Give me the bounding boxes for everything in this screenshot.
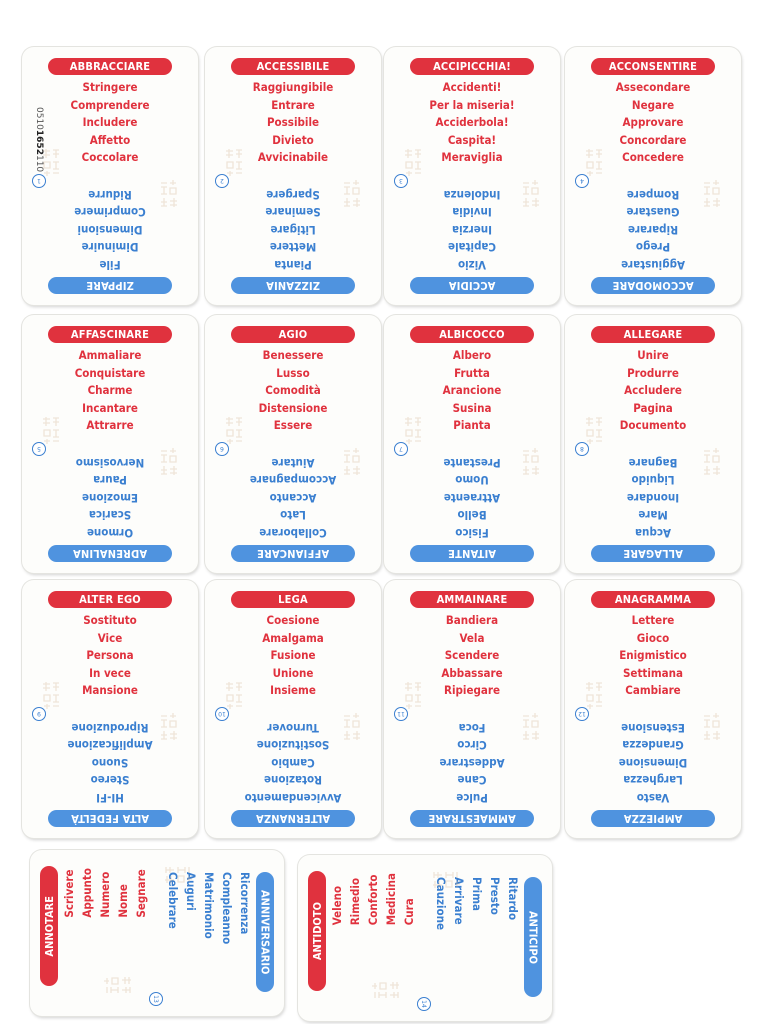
seal-watermark-icon — [371, 979, 401, 1001]
card-number-circle: 12 — [575, 707, 589, 721]
card-top-word: Comodità — [265, 383, 321, 398]
card-top-word-list — [62, 868, 152, 918]
card-top-title: ANAGRAMMA — [591, 591, 715, 608]
card-top-word: Fusione — [270, 648, 316, 663]
card-top-word: Scrivere — [62, 869, 76, 918]
card-top-word: Frutta — [454, 365, 490, 380]
seal-watermark-icon — [158, 712, 180, 742]
card-top-word: Cura — [402, 898, 416, 926]
card-top-word: Approvare — [622, 115, 684, 130]
card-number-circle: 8 — [575, 442, 589, 456]
card-bottom-word: Capitale — [448, 240, 497, 255]
card-bottom-title: ZIPPARE — [48, 277, 172, 294]
seal-watermark-icon — [701, 179, 723, 209]
word-card — [22, 580, 198, 838]
card-top-word: Segnare — [134, 869, 148, 918]
card-top-word: Ammaliare — [78, 348, 142, 362]
card-top-word: Unione — [272, 665, 314, 680]
card-top-word: Medicina — [384, 873, 398, 926]
word-card — [22, 315, 198, 573]
card-bottom-word: Vizio — [457, 258, 487, 272]
card-number-circle: 6 — [215, 442, 229, 456]
seal-watermark-icon — [341, 447, 363, 477]
card-top-word: Mansione — [82, 683, 138, 698]
seal-watermark-icon — [40, 680, 62, 710]
card-bottom-word: Circo — [457, 738, 487, 753]
card-bottom-title: AMPIEZZA — [591, 810, 715, 827]
card-bottom-word: Invidia — [452, 205, 492, 220]
card-bottom-word: Addestrare — [439, 755, 505, 770]
serial-suffix: 110 — [34, 154, 44, 173]
card-bottom-word: Estensione — [621, 720, 685, 735]
card-bottom-title — [524, 877, 542, 997]
card-top-word: Enigmistico — [619, 648, 687, 663]
seal-watermark-icon — [158, 179, 180, 209]
card-bottom-word: Larghezza — [623, 773, 683, 788]
card-top-word: Pianta — [453, 418, 491, 433]
card-top-title-text: ANTIDOTO — [310, 901, 324, 961]
card-bottom-title: AITANTE — [410, 545, 534, 562]
seal-watermark-icon — [158, 447, 180, 477]
card-number-circle: 13 — [149, 992, 163, 1006]
card-bottom-word: Scarica — [88, 508, 132, 523]
word-card — [384, 47, 560, 305]
serial-prefix: 0510 — [34, 107, 44, 130]
card-top-word: Conquistare — [74, 365, 146, 380]
card-bottom-word: Accompagnare — [249, 473, 337, 488]
card-top-word: Cambiare — [625, 683, 681, 698]
card-top-word: In vece — [89, 665, 131, 680]
card-bottom-word: Auguri — [184, 872, 198, 911]
card-bottom-title: ACCOMODARE — [591, 277, 715, 294]
card-bottom-word: Rompere — [626, 187, 680, 202]
card-bottom-word: Inondare — [626, 490, 680, 505]
card-bottom-title-text: ANNIVERSARIO — [258, 889, 272, 975]
seal-watermark-icon — [701, 712, 723, 742]
card-top-word: Attrarre — [86, 418, 134, 433]
card-top-word: Coesione — [266, 613, 320, 627]
card-top-word: Numero — [98, 871, 112, 918]
card-top-word: Charme — [87, 383, 133, 398]
card-top-word: Nome — [116, 884, 130, 918]
card-bottom-word: Sostituzione — [256, 738, 330, 753]
card-bottom-word: Pulce — [456, 791, 488, 805]
card-bottom-word: Celebrare — [166, 872, 180, 929]
card-bottom-word: Foca — [458, 720, 486, 735]
card-top-title — [308, 871, 326, 991]
card-top-word: Accludere — [624, 383, 682, 398]
card-top-word: Abbassare — [441, 665, 503, 680]
card-top-word: Rimedio — [348, 877, 362, 926]
card-bottom-word: Rotazione — [263, 773, 323, 788]
word-card — [205, 47, 381, 305]
card-bottom-word: Guastare — [626, 205, 680, 220]
card-top-word: Affetto — [89, 132, 131, 147]
card-top-word: Settimana — [622, 665, 683, 680]
card-bottom-word: Riproduzione — [71, 720, 149, 735]
card-bottom-word: Pianta — [274, 258, 312, 272]
card-top-title: ACCIPICCHIA! — [410, 58, 534, 75]
card-top-word: Conforto — [366, 874, 380, 926]
card-top-word: Benessere — [262, 348, 324, 362]
card-number-circle: 9 — [32, 707, 46, 721]
card-bottom-word: Mettere — [269, 240, 317, 255]
card-bottom-word: Aggiustare — [621, 258, 685, 272]
card-top-word: Concordare — [619, 132, 687, 147]
card-bottom-title-text: ANTICIPO — [526, 910, 540, 964]
card-number-circle: 14 — [417, 997, 431, 1011]
seal-watermark-icon — [583, 680, 605, 710]
card-bottom-word: Uomo — [455, 473, 489, 488]
card-bottom-word: Ridurre — [88, 187, 132, 202]
card-bottom-word: HI-FI — [96, 791, 124, 805]
card-top-title: LEGA — [231, 591, 355, 608]
card-top-title — [40, 866, 58, 986]
card-top-word: Susina — [452, 400, 492, 415]
card-bottom-word: Inerzia — [452, 222, 492, 237]
card-bottom-title: ALLAGARE — [591, 545, 715, 562]
serial-bold: 1652 — [34, 129, 44, 155]
card-bottom-word: Bagnare — [628, 455, 678, 470]
card-top-title: AMMAINARE — [410, 591, 534, 608]
card-top-word: Avvicinabile — [257, 150, 329, 165]
card-bottom-word: Litigare — [270, 222, 316, 237]
card-top-word: Sostituto — [83, 613, 137, 627]
word-card — [298, 855, 552, 1021]
card-top-word: Entrare — [271, 97, 315, 112]
word-card — [384, 315, 560, 573]
card-bottom-word: File — [99, 258, 121, 272]
card-bottom-word: Nervosismo — [75, 455, 145, 470]
card-number-circle: 7 — [394, 442, 408, 456]
card-bottom-word: Suono — [91, 755, 129, 770]
seal-watermark-icon — [402, 680, 424, 710]
card-top-word: Veleno — [330, 885, 344, 926]
seal-watermark-icon — [402, 415, 424, 445]
card-top-title: AFFASCINARE — [48, 326, 172, 343]
card-top-word: Insieme — [270, 683, 316, 698]
card-bottom-word: Attraente — [443, 490, 501, 505]
word-card — [565, 47, 741, 305]
card-number-circle: 3 — [394, 174, 408, 188]
card-bottom-title: AFFIANCARE — [231, 545, 355, 562]
card-top-word: Divieto — [272, 132, 314, 147]
word-card — [205, 580, 381, 838]
seal-watermark-icon — [701, 447, 723, 477]
card-bottom-word: Collaborare — [259, 526, 327, 540]
card-bottom-title: ZIZZANIA — [231, 277, 355, 294]
card-bottom-word: Diminuire — [81, 240, 139, 255]
seal-watermark-icon — [341, 712, 363, 742]
seal-watermark-icon — [583, 415, 605, 445]
seal-watermark-icon — [520, 447, 542, 477]
card-top-word: Lusso — [276, 365, 310, 380]
card-bottom-word: Turnover — [267, 720, 319, 735]
card-top-word: Amalgama — [262, 630, 324, 645]
card-number-circle: 4 — [575, 174, 589, 188]
card-bottom-word: Comprimere — [74, 205, 146, 220]
card-number-circle: 10 — [215, 707, 229, 721]
word-card — [22, 47, 198, 305]
card-bottom-word: Arrivare — [452, 877, 466, 925]
card-top-word: Acciderbola! — [435, 115, 509, 130]
card-bottom-title: AMMAESTRARE — [410, 810, 534, 827]
card-bottom-word: Ormone — [86, 526, 134, 540]
card-top-word: Gioco — [636, 630, 670, 645]
card-bottom-title: ADRENALINA — [48, 545, 172, 562]
card-top-title: ABBRACCIARE — [48, 58, 172, 75]
card-number-circle: 1 — [32, 174, 46, 188]
word-card — [565, 315, 741, 573]
serial-code — [34, 107, 44, 172]
card-top-word: Per la miseria! — [429, 97, 515, 112]
card-top-word: Caspita! — [447, 132, 497, 147]
card-bottom-word: Indolenza — [443, 187, 501, 202]
card-bottom-word: Vasto — [636, 791, 670, 805]
word-card — [205, 315, 381, 573]
card-bottom-word: Presto — [488, 877, 502, 915]
card-top-title: ALLEGARE — [591, 326, 715, 343]
card-number-circle: 2 — [215, 174, 229, 188]
card-top-word: Scendere — [444, 648, 500, 663]
card-top-title: ACCESSIBILE — [231, 58, 355, 75]
card-top-title: AGIO — [231, 326, 355, 343]
card-bottom-word: Avvicendamento — [244, 791, 342, 805]
card-bottom-word: Ritardo — [506, 877, 520, 921]
card-bottom-word: Lato — [280, 508, 306, 523]
card-bottom-word: Cambio — [271, 755, 315, 770]
seal-watermark-icon — [402, 147, 424, 177]
card-top-word: Albero — [452, 348, 492, 362]
seal-watermark-icon — [520, 179, 542, 209]
card-bottom-word: Cane — [457, 773, 487, 788]
card-bottom-word: Liquido — [631, 473, 675, 488]
card-bottom-word: Stereo — [90, 773, 130, 788]
seal-watermark-icon — [223, 147, 245, 177]
card-top-word: Documento — [619, 418, 687, 433]
card-bottom-word: Prestante — [443, 455, 501, 470]
card-top-word: Comprendere — [70, 97, 150, 112]
card-top-word: Lettere — [631, 613, 675, 627]
card-bottom-title — [256, 872, 274, 992]
seal-watermark-icon — [223, 415, 245, 445]
card-top-word: Assecondare — [615, 80, 691, 94]
card-top-word: Possibile — [266, 115, 320, 130]
card-bottom-word: Dimensione — [618, 755, 688, 770]
card-bottom-word: Prego — [635, 240, 671, 255]
card-top-word: Includere — [82, 115, 138, 130]
card-bottom-word: Paura — [93, 473, 127, 488]
seal-watermark-icon — [341, 179, 363, 209]
card-top-word: Ripiegare — [444, 683, 500, 698]
seal-watermark-icon — [103, 974, 133, 996]
card-number-circle: 5 — [32, 442, 46, 456]
card-bottom-word: Matrimonio — [202, 872, 216, 939]
card-bottom-word: Grandezza — [622, 738, 684, 753]
card-top-word: Distensione — [258, 400, 328, 415]
card-bottom-word: Bello — [457, 508, 487, 523]
seal-watermark-icon — [223, 680, 245, 710]
card-top-word: Pagina — [633, 400, 673, 415]
card-top-word-list — [330, 873, 420, 925]
card-top-word: Vice — [97, 630, 123, 645]
card-bottom-word: Cauzione — [434, 877, 448, 930]
card-top-word: Unire — [637, 348, 669, 362]
card-top-word: Stringere — [82, 80, 138, 94]
card-top-word: Raggiungibile — [252, 80, 334, 94]
card-top-word: Appunto — [80, 868, 94, 918]
seal-watermark-icon — [431, 869, 461, 891]
seal-watermark-icon — [163, 864, 193, 886]
card-top-word: Concedere — [622, 150, 684, 165]
card-top-word: Vela — [459, 630, 485, 645]
card-bottom-word: Accanto — [269, 490, 317, 505]
card-bottom-word: Riparare — [627, 222, 679, 237]
card-top-word: Persona — [86, 648, 134, 663]
card-top-title: ALBICOCCO — [410, 326, 534, 343]
card-top-word: Incantare — [82, 400, 138, 415]
card-top-word: Negare — [631, 97, 675, 112]
card-bottom-word: Dimensioni — [77, 222, 143, 237]
card-bottom-word: Compleanno — [220, 872, 234, 945]
card-top-word: Essere — [273, 418, 313, 433]
card-number-circle: 11 — [394, 707, 408, 721]
seal-watermark-icon — [520, 712, 542, 742]
card-top-word: Produrre — [627, 365, 679, 380]
card-bottom-title: ALTA FEDELTÀ — [48, 810, 172, 827]
card-top-title-text: ANNOTARE — [42, 895, 56, 957]
card-top-word: Bandiera — [445, 613, 499, 627]
card-bottom-word: Fisico — [455, 526, 489, 540]
card-bottom-word: Amplificazione — [67, 738, 153, 753]
card-top-title: ALTER EGO — [48, 591, 172, 608]
word-card — [30, 850, 284, 1016]
card-top-word: Coccolare — [81, 150, 139, 165]
card-top-word: Arancione — [442, 383, 502, 398]
card-top-word: Meraviglia — [441, 150, 503, 165]
card-bottom-title: ACCIDIA — [410, 277, 534, 294]
card-bottom-word: Prima — [470, 877, 484, 911]
card-top-word: Accidenti! — [442, 80, 502, 94]
card-bottom-word: Emozione — [81, 490, 139, 505]
card-bottom-word: Ricorrenza — [238, 872, 252, 935]
card-bottom-word: Spargere — [266, 187, 320, 202]
word-card — [384, 580, 560, 838]
card-top-title: ACCONSENTIRE — [591, 58, 715, 75]
card-bottom-word: Seminare — [265, 205, 321, 220]
seal-watermark-icon — [583, 147, 605, 177]
card-bottom-word: Acqua — [635, 526, 671, 540]
word-card — [565, 580, 741, 838]
card-bottom-title: ALTERNANZA — [231, 810, 355, 827]
card-bottom-word: Aiutare — [271, 455, 315, 470]
seal-watermark-icon — [40, 415, 62, 445]
card-bottom-word: Mare — [638, 508, 668, 523]
